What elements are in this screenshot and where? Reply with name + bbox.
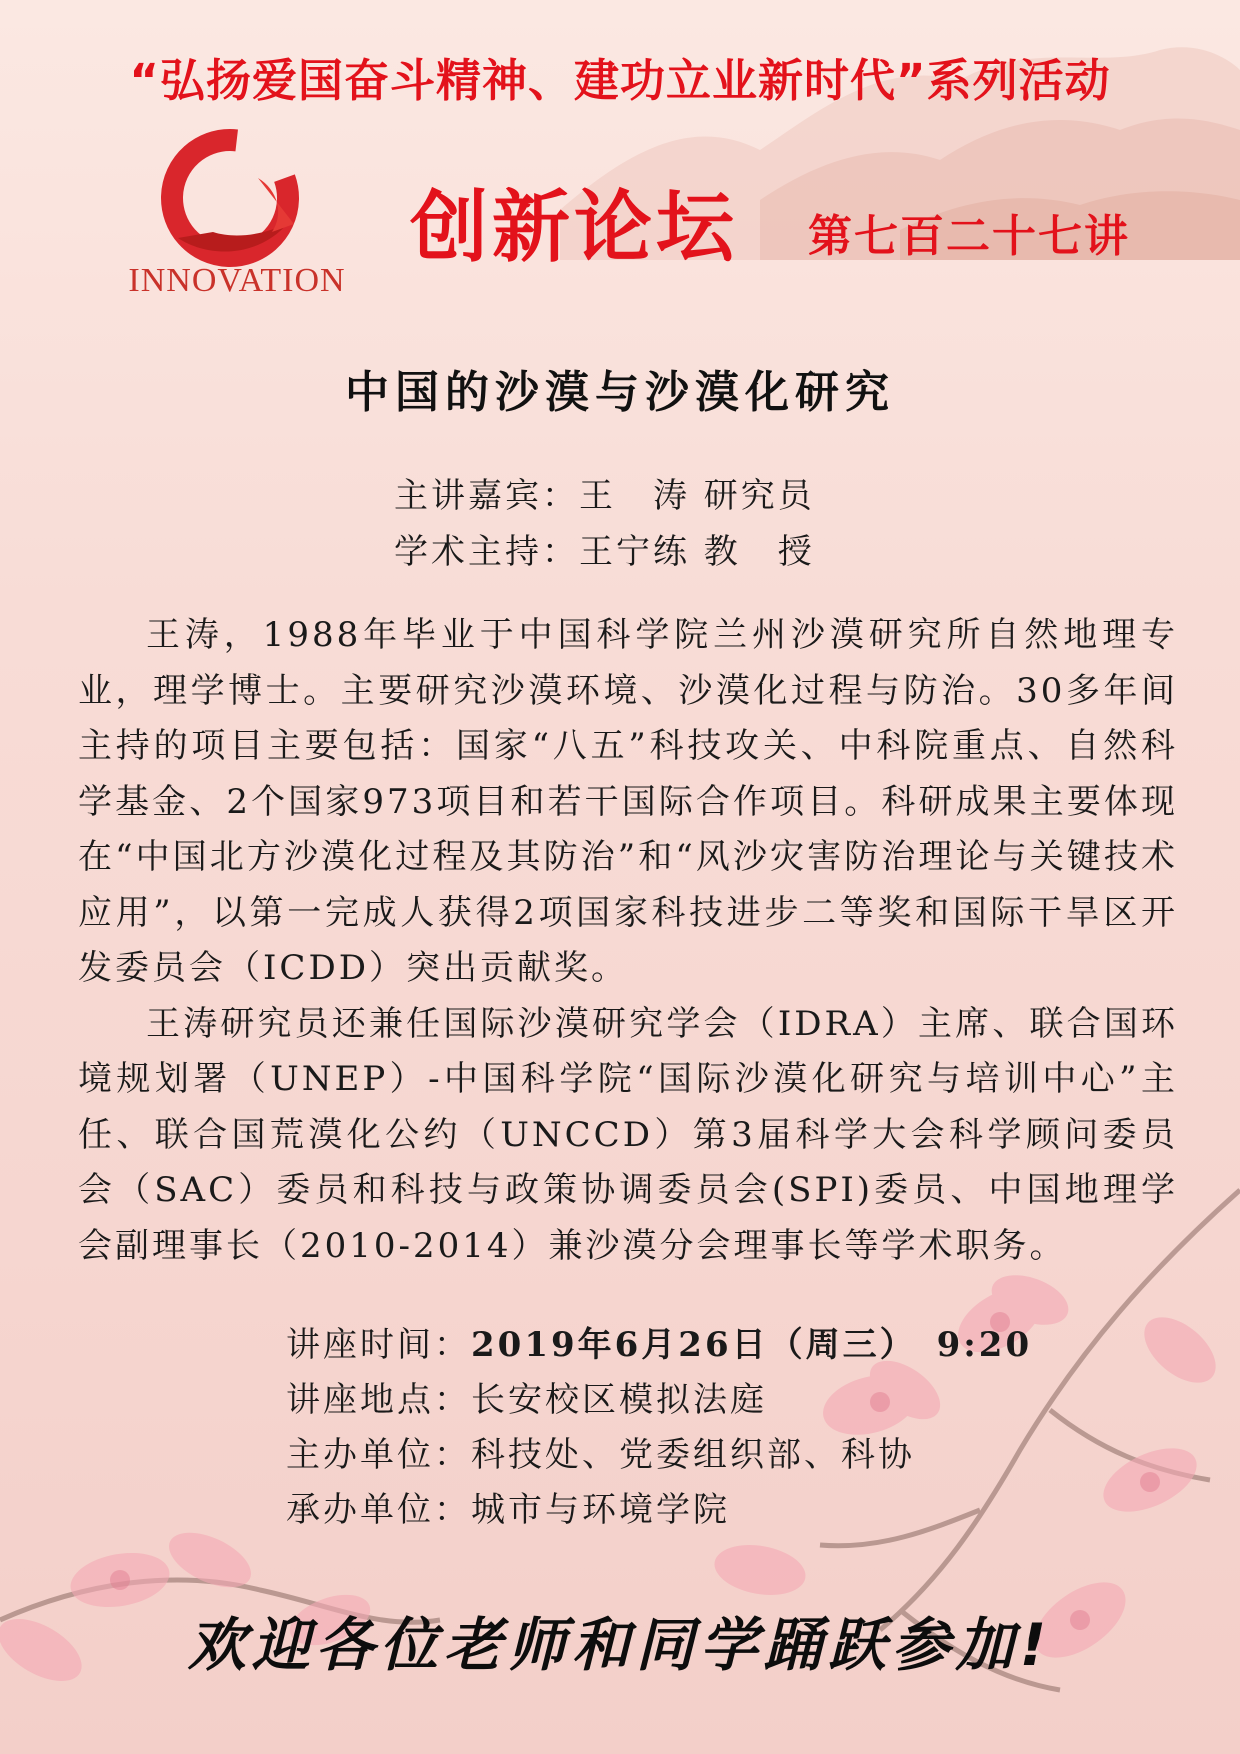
host-row	[394, 524, 815, 580]
organizer-row	[286, 1428, 1032, 1483]
lecture-place-row	[286, 1373, 1032, 1428]
organizer-label: 主办单位：	[286, 1435, 471, 1475]
bio-paragraph: 王涛，1988年毕业于中国科学院兰州沙漠研究所自然地理专业，理学博士。主要研究沙漠环境、沙漠化过程与防治。30多年间主持的项目主要包括：国家“八五”科技攻关、中科院重点、自然科学基金、2个国家973项目和若干国际合作项目。科研成果主要体现在“中国北方沙漠化过程及其防治”和“风沙灾害防治理论与关键技术应用”，以第一完成人获得2项国家科技进步二等奖和国际干旱区开发委员会（ICDD）突出贡献奖。	[78, 615, 1178, 988]
host-name: 王宁练 教 授	[579, 532, 815, 572]
lecture-number: 第七百二十七讲	[808, 211, 1130, 262]
speaker-label: 主讲嘉宾：	[394, 476, 579, 516]
lecture-time-value: 2019年6月26日（周三） 9:20	[471, 1325, 1033, 1365]
talk-title: 中国的沙漠与沙漠化研究	[345, 367, 895, 418]
organizer-value: 科技处、党委组织部、科协	[471, 1435, 915, 1475]
host-unit-row	[286, 1483, 1032, 1538]
logo-wordmark: INNOVATION	[128, 262, 346, 299]
series-activity-title: “弘扬爱国奋斗精神、建功立业新时代”系列活动	[129, 54, 1111, 107]
speaker-name: 王 涛 研究员	[579, 476, 815, 516]
lecture-info-block	[286, 1318, 1032, 1538]
lecture-time-row	[286, 1318, 1032, 1373]
welcome-message: 欢迎各位老师和同学踊跃参加!	[187, 1611, 1053, 1679]
lecture-place-value: 长安校区模拟法庭	[471, 1380, 767, 1420]
host-unit-label: 承办单位：	[286, 1490, 471, 1530]
speaker-host-block	[394, 468, 815, 580]
lecture-place-label: 讲座地点：	[286, 1380, 471, 1420]
speaker-row	[394, 468, 815, 524]
lecture-time-label: 讲座时间：	[286, 1325, 471, 1365]
host-unit-value: 城市与环境学院	[471, 1490, 730, 1530]
speaker-biography	[78, 608, 1178, 1274]
forum-name: 创新论坛	[410, 183, 739, 273]
bio-paragraph: 王涛研究员还兼任国际沙漠研究学会（IDRA）主席、联合国环境规划署（UNEP）-中国科学院“国际沙漠化研究与培训中心”主任、联合国荒漠化公约（UNCCD）第3届科学大会科学顾问委员会（SAC）委员和科技与政策协调委员会(SPI)委员、中国地理学会副理事长（2010-2014）兼沙漠分会理事长等学术职务。	[78, 1003, 1178, 1266]
host-label: 学术主持：	[394, 532, 579, 572]
